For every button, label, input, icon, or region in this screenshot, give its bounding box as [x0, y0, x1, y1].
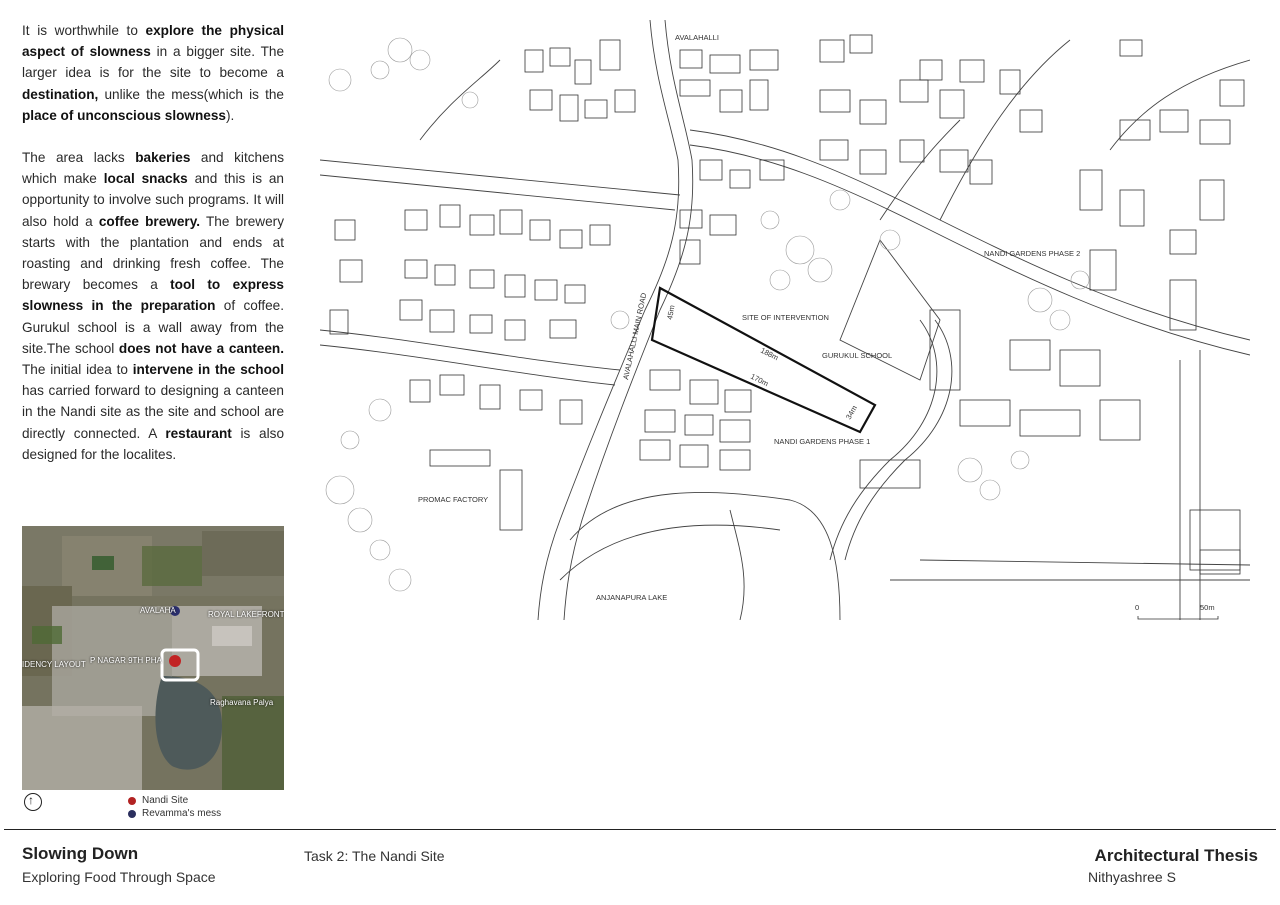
legend-item-revamma — [128, 808, 221, 819]
footer-task: Task 2: The Nandi Site — [304, 848, 445, 864]
red-dot-icon — [128, 797, 136, 805]
dimension-width-west: 45m — [665, 304, 677, 321]
intro-paragraph-2 — [22, 147, 284, 465]
north-arrow-icon — [24, 793, 42, 811]
sat-label-residency: IDENCY LAYOUT — [22, 660, 86, 669]
navy-dot-icon — [128, 810, 136, 818]
site-of-intervention-boundary — [652, 288, 875, 432]
text-run-0: It is worthwhile to — [22, 23, 146, 38]
satellite-location-map — [22, 526, 284, 790]
site-plan-drawing — [320, 20, 1250, 620]
legend-item-nandi — [128, 795, 188, 806]
footer-thesis: Architectural Thesis — [1094, 846, 1258, 865]
footer-subtitle: Exploring Food Through Space — [22, 869, 216, 885]
text-run-6: ). — [225, 107, 235, 123]
text-run-2: in a bigger site. The larger idea is for the site to become a — [22, 44, 285, 81]
text-run-10: The initial idea to — [22, 362, 133, 378]
text-run-0: The area lacks — [22, 150, 136, 166]
emphasis-run-13: restaurant — [165, 425, 232, 441]
footer-divider — [4, 829, 1276, 830]
scale-start: 0 — [1135, 603, 1140, 612]
scale-bar — [1138, 616, 1218, 619]
map-label-promac: PROMAC FACTORY — [418, 495, 489, 504]
emphasis-run-5: coffee brewery. — [98, 213, 201, 229]
sat-label-raghavana: Raghavana Palya — [210, 698, 274, 707]
emphasis-run-11: intervene in the school — [132, 362, 284, 378]
sat-label-avalahalli: AVALAHA — [140, 606, 176, 615]
text-run-4: and this is an opportunity to involve such programs. It will also hold a — [22, 171, 284, 229]
sat-label-nagar: P NAGAR 9TH PHA — [90, 656, 162, 665]
emphasis-run-1: explore the physical aspect of slowness — [22, 23, 284, 60]
map-label-site: SITE OF INTERVENTION — [742, 313, 829, 322]
map-label-nandi-phase-2: NANDI GARDENS PHASE 2 — [984, 249, 1081, 258]
emphasis-run-5: place of unconscious slowness — [22, 107, 226, 123]
emphasis-run-9: does not have a canteen. — [118, 340, 285, 356]
map-label-gurukul: GURUKUL SCHOOL — [822, 351, 893, 360]
scale-end: 50m — [1200, 603, 1215, 612]
text-run-12: has carried forward to designing a canteen in the Nandi site as the site and school are directly connected. A — [22, 383, 284, 441]
text-run-8: of coffee. Gurukul school is a wall away from the site.The school — [22, 298, 285, 356]
footer-author: Nithyashree S — [1088, 869, 1176, 885]
text-run-4: unlike the mess(which is the — [98, 86, 284, 102]
intro-text — [22, 20, 284, 486]
site-plan — [320, 20, 1250, 620]
emphasis-run-3: destination, — [22, 86, 99, 102]
emphasis-run-7: tool to express slowness in the preparation — [22, 277, 284, 314]
legend-label-nandi: Nandi Site — [142, 795, 189, 806]
text-run-6: The brewery starts with the plantation and ends at roasting and drinking fresh coffee. The brewary becomes a — [22, 213, 284, 293]
footer-title: Slowing Down — [22, 844, 139, 863]
map-label-nandi-phase-1: NANDI GARDENS PHASE 1 — [774, 437, 871, 446]
legend-label-revamma: Revamma's mess — [142, 808, 222, 819]
map-legend — [22, 793, 292, 823]
text-run-14: is also designed for the localites. — [22, 425, 284, 462]
intro-paragraph-1 — [22, 20, 284, 126]
dimension-long: 188m — [759, 345, 780, 363]
dimension-short: 170m — [749, 371, 770, 389]
text-run-2: and kitchens which make — [22, 150, 284, 187]
emphasis-run-1: bakeries — [135, 150, 191, 166]
dimension-width-east: 34m — [843, 403, 860, 421]
map-label-avalahalli: AVALAHALLI — [675, 33, 719, 42]
emphasis-run-3: local snacks — [103, 171, 188, 187]
map-label-lake: ANJANAPURA LAKE — [596, 593, 668, 602]
sat-label-royal-lakefront: ROYAL LAKEFRONT — [208, 610, 284, 619]
map-label-main-road: AVALAHALLI MAIN ROAD — [621, 291, 649, 381]
